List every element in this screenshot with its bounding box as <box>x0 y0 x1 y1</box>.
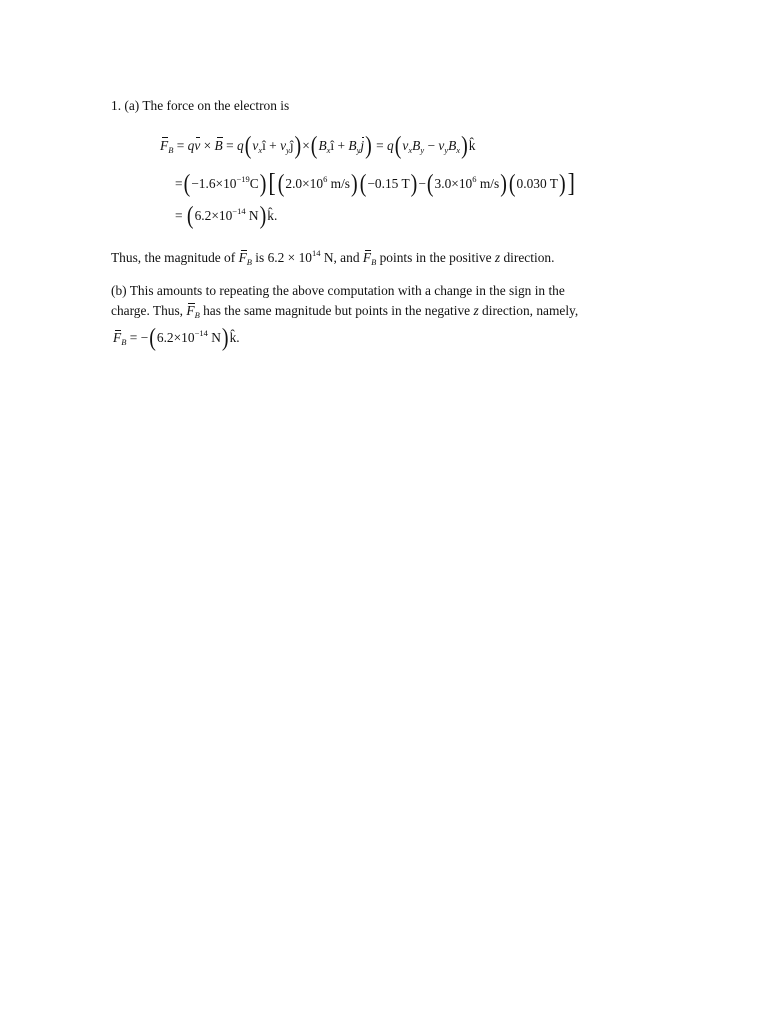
equation-line-3: = ($6.2\times 10^{-14}$ N)k̂. <box>175 202 278 230</box>
part-b-line-2: charge. Thus, $F_B$ has the same magnitude but points in the negative z direction, namely, <box>111 303 579 320</box>
part-b-line-1: (b) This amounts to repeating the above computation with a change in the sign in the <box>111 283 565 298</box>
k-hat-icon: k̂ <box>468 138 476 153</box>
force-vector: F <box>160 136 168 156</box>
equation-line-1: $F_B$ = qv × $B = q(v_xî$ + $v_yĵ)\times(B_xî + B_yj) = q(v_xB_y$ − $v_yB_x)k̂$ <box>160 132 476 160</box>
part-b-result: $F_B = -(6.2\times 10^{-14}$ N)k̂. <box>113 324 240 352</box>
k-hat-icon: k̂. <box>267 208 278 223</box>
part-a-intro: 1. (a) The force on the electron is <box>111 98 290 113</box>
k-hat-icon: k̂. <box>229 330 240 345</box>
equation-line-2: $=(-1.6\times 10^{-19}C)$[ ($2.0\times 10^6$ m/s) (−0.15 $T)-(3.0\times 10^6$ m/s) (0.030 T)] <box>175 167 575 198</box>
part-a-conclusion: Thus, the magnitude of $F_B$ is $6.2 \times 10^{14}$ N, and $F_B$ points in the positive z direction. <box>111 248 555 267</box>
